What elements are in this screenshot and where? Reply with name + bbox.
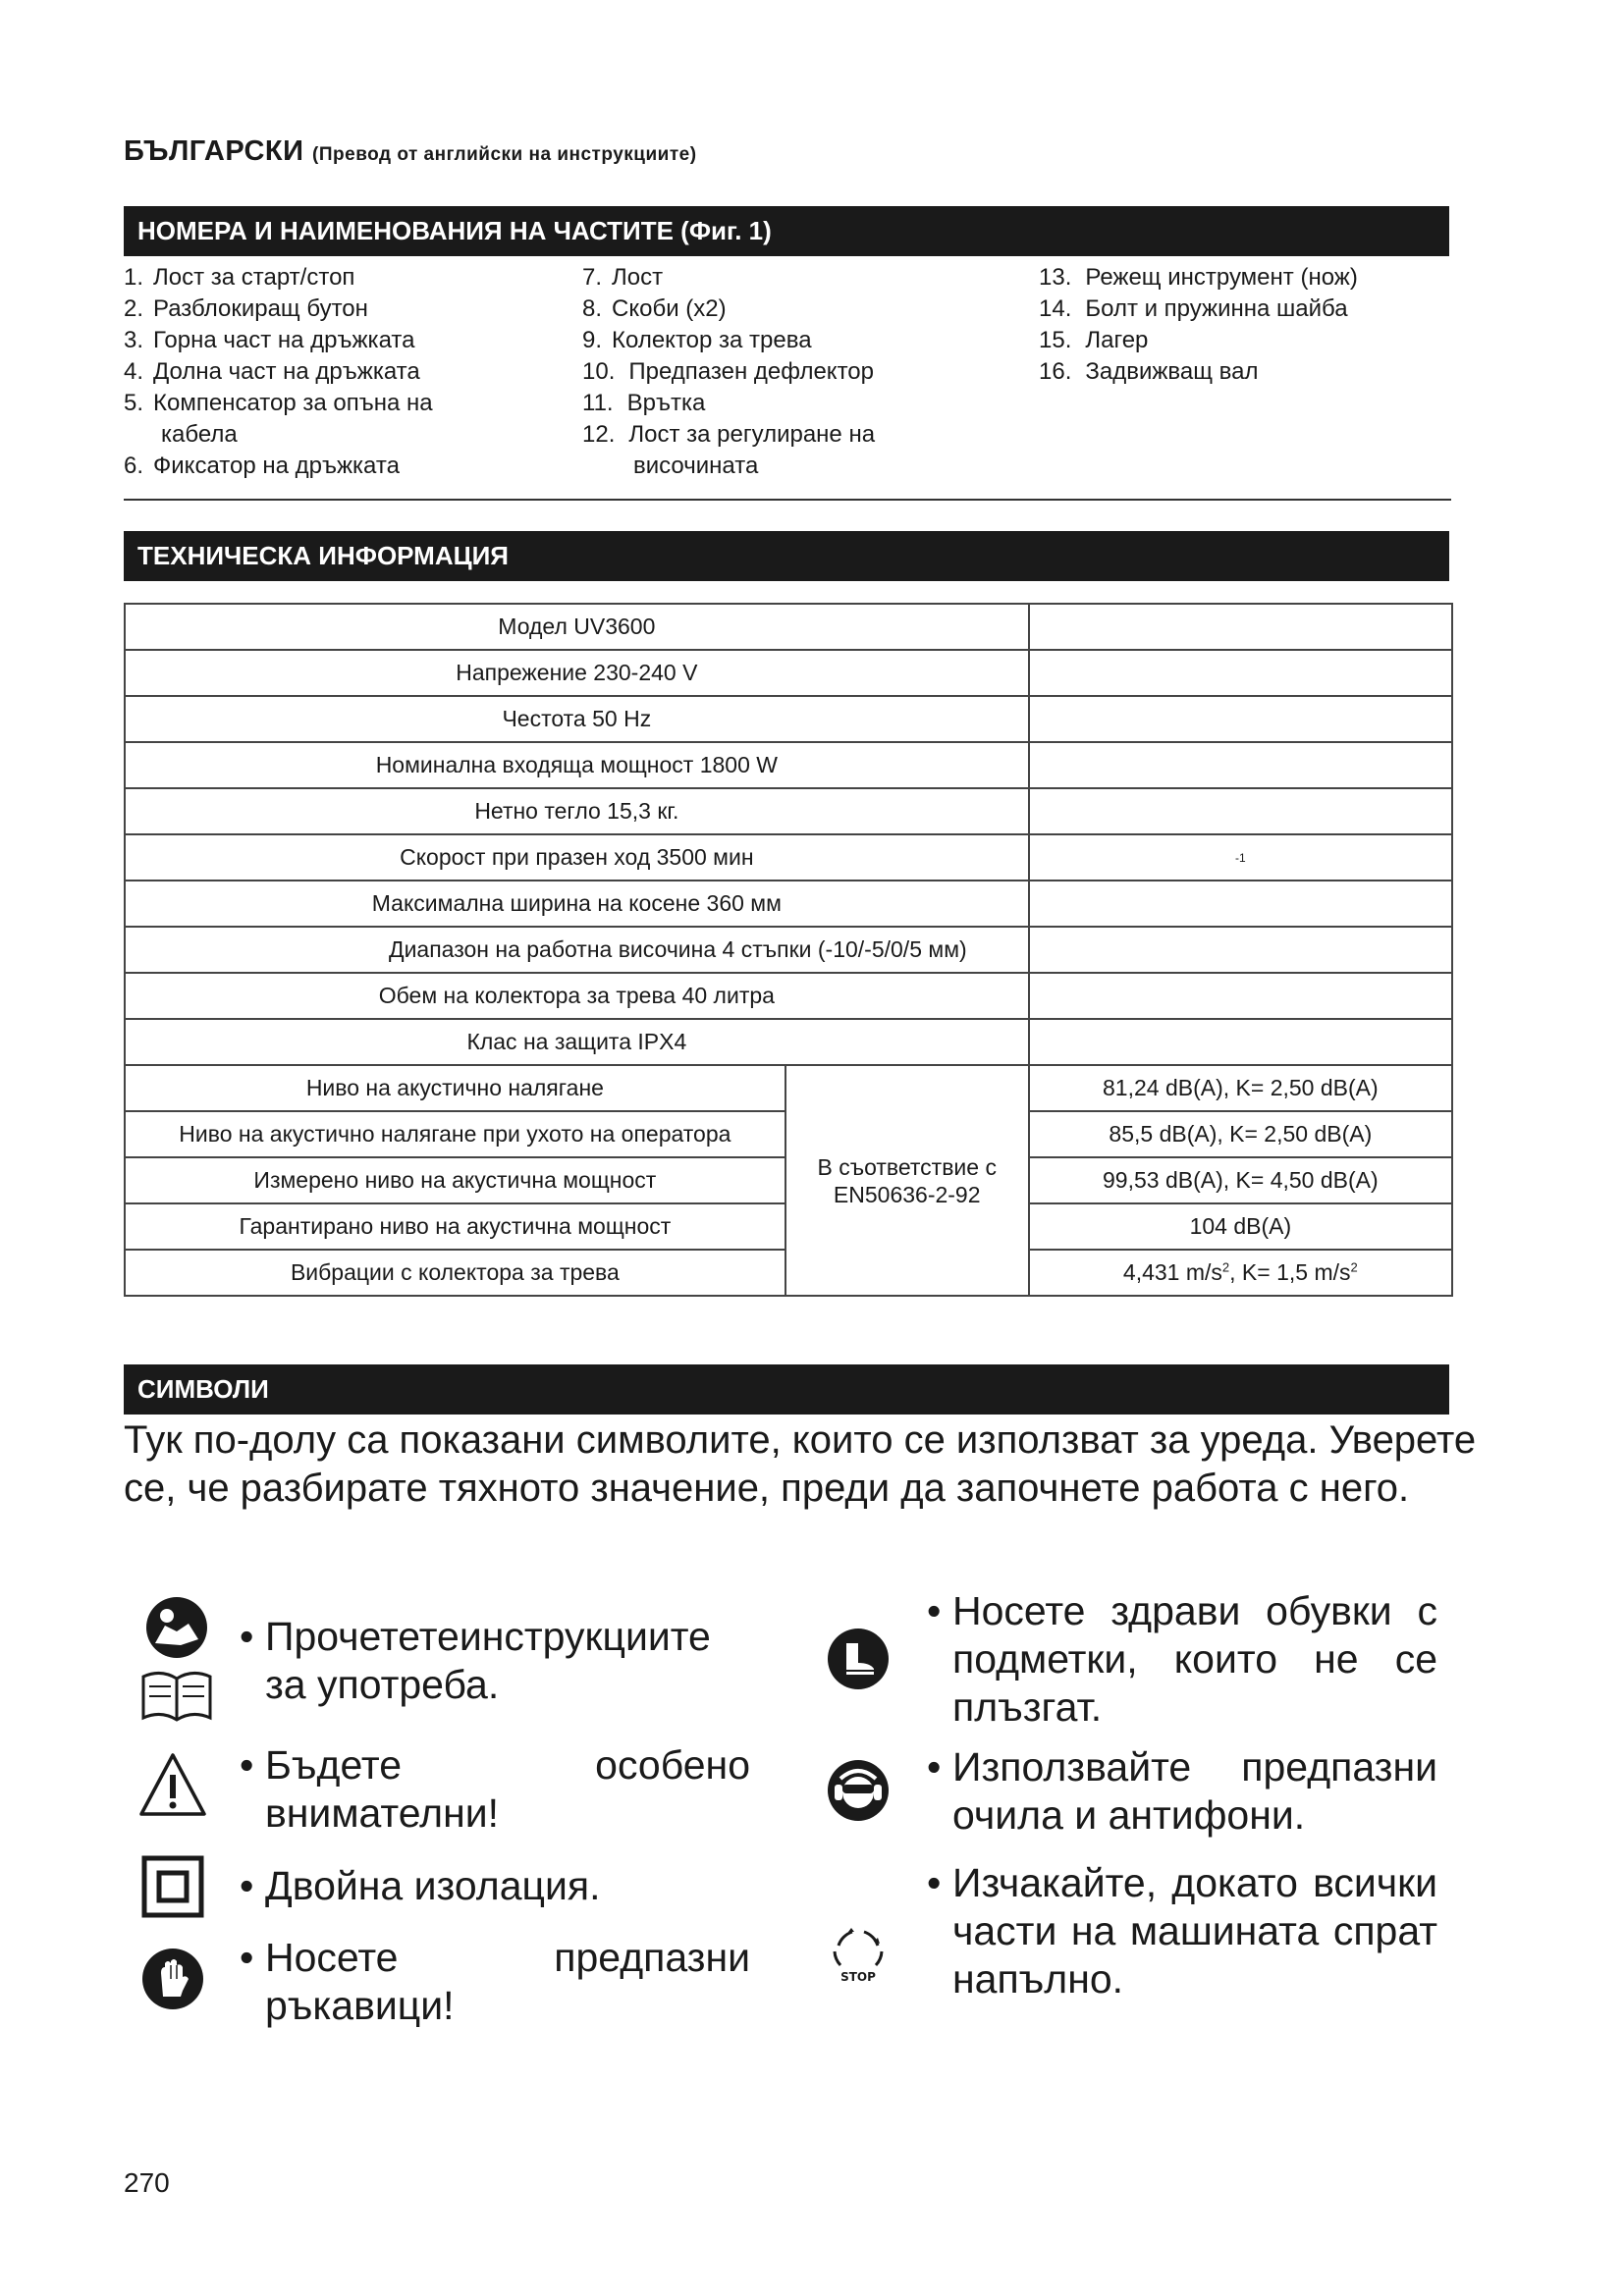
page-number: 270 — [124, 2167, 170, 2198]
table-row — [125, 696, 1452, 742]
noise-label: Ниво на акустично налягане при ухото на оператора — [125, 1111, 785, 1157]
table-row — [125, 1019, 1452, 1065]
part-item: 14. Болт и пружинна шайба — [1039, 295, 1348, 322]
table-row — [125, 1065, 1452, 1111]
safety-boots-icon — [827, 1628, 890, 1690]
symbol-goggles-ear-protection: • Използвайте предпазни очила и антифони. — [927, 1744, 1437, 1838]
translation-note: (Превод от английски на инструкциите) — [312, 144, 697, 165]
parts-section-title: НОМЕРА И НАИМЕНОВАНИЯ НА ЧАСТИТЕ (Фиг. 1) — [124, 206, 1449, 256]
spec-cell: Номинална входяща мощност 1800 W — [125, 742, 1029, 788]
noise-value: 81,24 dB(A), K= 2,50 dB(A) — [1029, 1065, 1452, 1111]
part-item: 7. Лост — [582, 264, 664, 291]
part-item: 15. Лагер — [1039, 327, 1149, 353]
table-row — [125, 881, 1452, 927]
warning-triangle-icon — [137, 1749, 208, 1820]
vibration-label: Вибрации с колектора за трева — [125, 1250, 785, 1296]
spec-cell: Скорост при празен ход 3500 мин — [125, 834, 1029, 881]
table-row — [125, 788, 1452, 834]
noise-label: Измерено ниво на акустична мощност — [125, 1157, 785, 1203]
spec-cell: Честота 50 Hz — [125, 696, 1029, 742]
part-item: 2. Разблокиращ бутон — [124, 295, 368, 322]
symbol-wait-stop: • Изчакайте, докато всички части на машината спрат напълно. — [927, 1860, 1437, 2002]
standard-cell: В съответствие с EN50636-2-92 — [785, 1065, 1029, 1296]
spec-cell: Максимална ширина на косене 360 мм — [125, 881, 1029, 927]
speed-unit-superscript: -1 — [1029, 834, 1452, 881]
parts-column-2 — [582, 262, 875, 482]
spec-cell: Модел UV3600 — [125, 604, 1029, 650]
parts-column-1 — [124, 262, 433, 482]
parts-column-3 — [1039, 262, 1358, 388]
double-insulation-icon — [141, 1855, 204, 1918]
part-item: 3. Горна част на дръжката — [124, 327, 415, 353]
spec-cell: Нетно тегло 15,3 кг. — [125, 788, 1029, 834]
read-manual-icon — [137, 1596, 216, 1728]
symbol-warning: • Бъдете особено внимателни! — [240, 1742, 750, 1836]
symbol-double-insulation: • Двойна изолация. — [240, 1863, 601, 1908]
noise-value: 104 dB(A) — [1029, 1203, 1452, 1250]
part-item: 6. Фиксатор на дръжката — [124, 453, 400, 479]
symbol-safety-boots: • Носете здрави обувки с подметки, които не се плъзгат. — [927, 1588, 1437, 1730]
part-item: 9. Колектор за трева — [582, 327, 812, 353]
part-item: 5. Компенсатор за опъна на — [124, 390, 433, 416]
table-row — [125, 927, 1452, 973]
section-divider — [124, 499, 1451, 501]
table-row — [125, 834, 1452, 881]
tech-section-title: ТЕХНИЧЕСКА ИНФОРМАЦИЯ — [124, 531, 1449, 581]
goggles-ear-protection-icon — [827, 1759, 890, 1822]
part-item: 10. Предпазен дефлектор — [582, 358, 874, 385]
spec-cell: Обем на колектора за трева 40 литра — [125, 973, 1029, 1019]
noise-label: Гарантирано ниво на акустична мощност — [125, 1203, 785, 1250]
spec-table — [124, 603, 1453, 1297]
part-item: 11. Врътка — [582, 390, 706, 416]
symbol-gloves: • Носете предпазни ръкавици! — [240, 1935, 750, 2028]
gloves-icon — [141, 1948, 204, 2010]
part-item-continuation: кабела — [161, 421, 238, 448]
noise-label: Ниво на акустично налягане — [125, 1065, 785, 1111]
table-row — [125, 604, 1452, 650]
spec-cell: Клас на защита IPX4 — [125, 1019, 1029, 1065]
spec-cell: Диапазон на работна височина 4 стъпки (-10/-5/0/5 мм) — [125, 927, 1029, 973]
symbols-section-title: СИМВОЛИ — [124, 1364, 1449, 1415]
page-header — [124, 135, 697, 168]
table-row — [125, 973, 1452, 1019]
noise-value: 85,5 dB(A), K= 2,50 dB(A) — [1029, 1111, 1452, 1157]
table-row — [125, 650, 1452, 696]
part-item: 12. Лост за регулиране на — [582, 421, 876, 448]
part-item: 4. Долна част на дръжката — [124, 358, 420, 385]
svg-text:STOP: STOP — [840, 1970, 876, 1984]
noise-value: 99,53 dB(A), K= 4,50 dB(A) — [1029, 1157, 1452, 1203]
spec-cell: Напрежение 230-240 V — [125, 650, 1029, 696]
part-item-continuation: височината — [633, 453, 759, 479]
part-item: 8. Скоби (x2) — [582, 295, 727, 322]
part-item: 16. Задвижващ вал — [1039, 358, 1259, 385]
language-title: БЪЛГАРСКИ — [124, 135, 304, 167]
table-row — [125, 742, 1452, 788]
part-item: 1. Лост за старт/стоп — [124, 264, 355, 291]
symbol-read-manual: • Прочететеинструкциите за употреба. — [240, 1614, 711, 1707]
wait-stop-icon — [827, 1922, 890, 1985]
part-item: 13. Режещ инструмент (нож) — [1039, 264, 1358, 291]
vibration-value: 4,431 $m/s^2$, K= 1,5 $m/s^2$ — [1029, 1250, 1452, 1296]
symbols-intro: Тук по-долу са показани символите, които се използват за уреда. Уверете се, че разбирате тяхното значение, преди да започнете работа с него. — [124, 1418, 1477, 1510]
